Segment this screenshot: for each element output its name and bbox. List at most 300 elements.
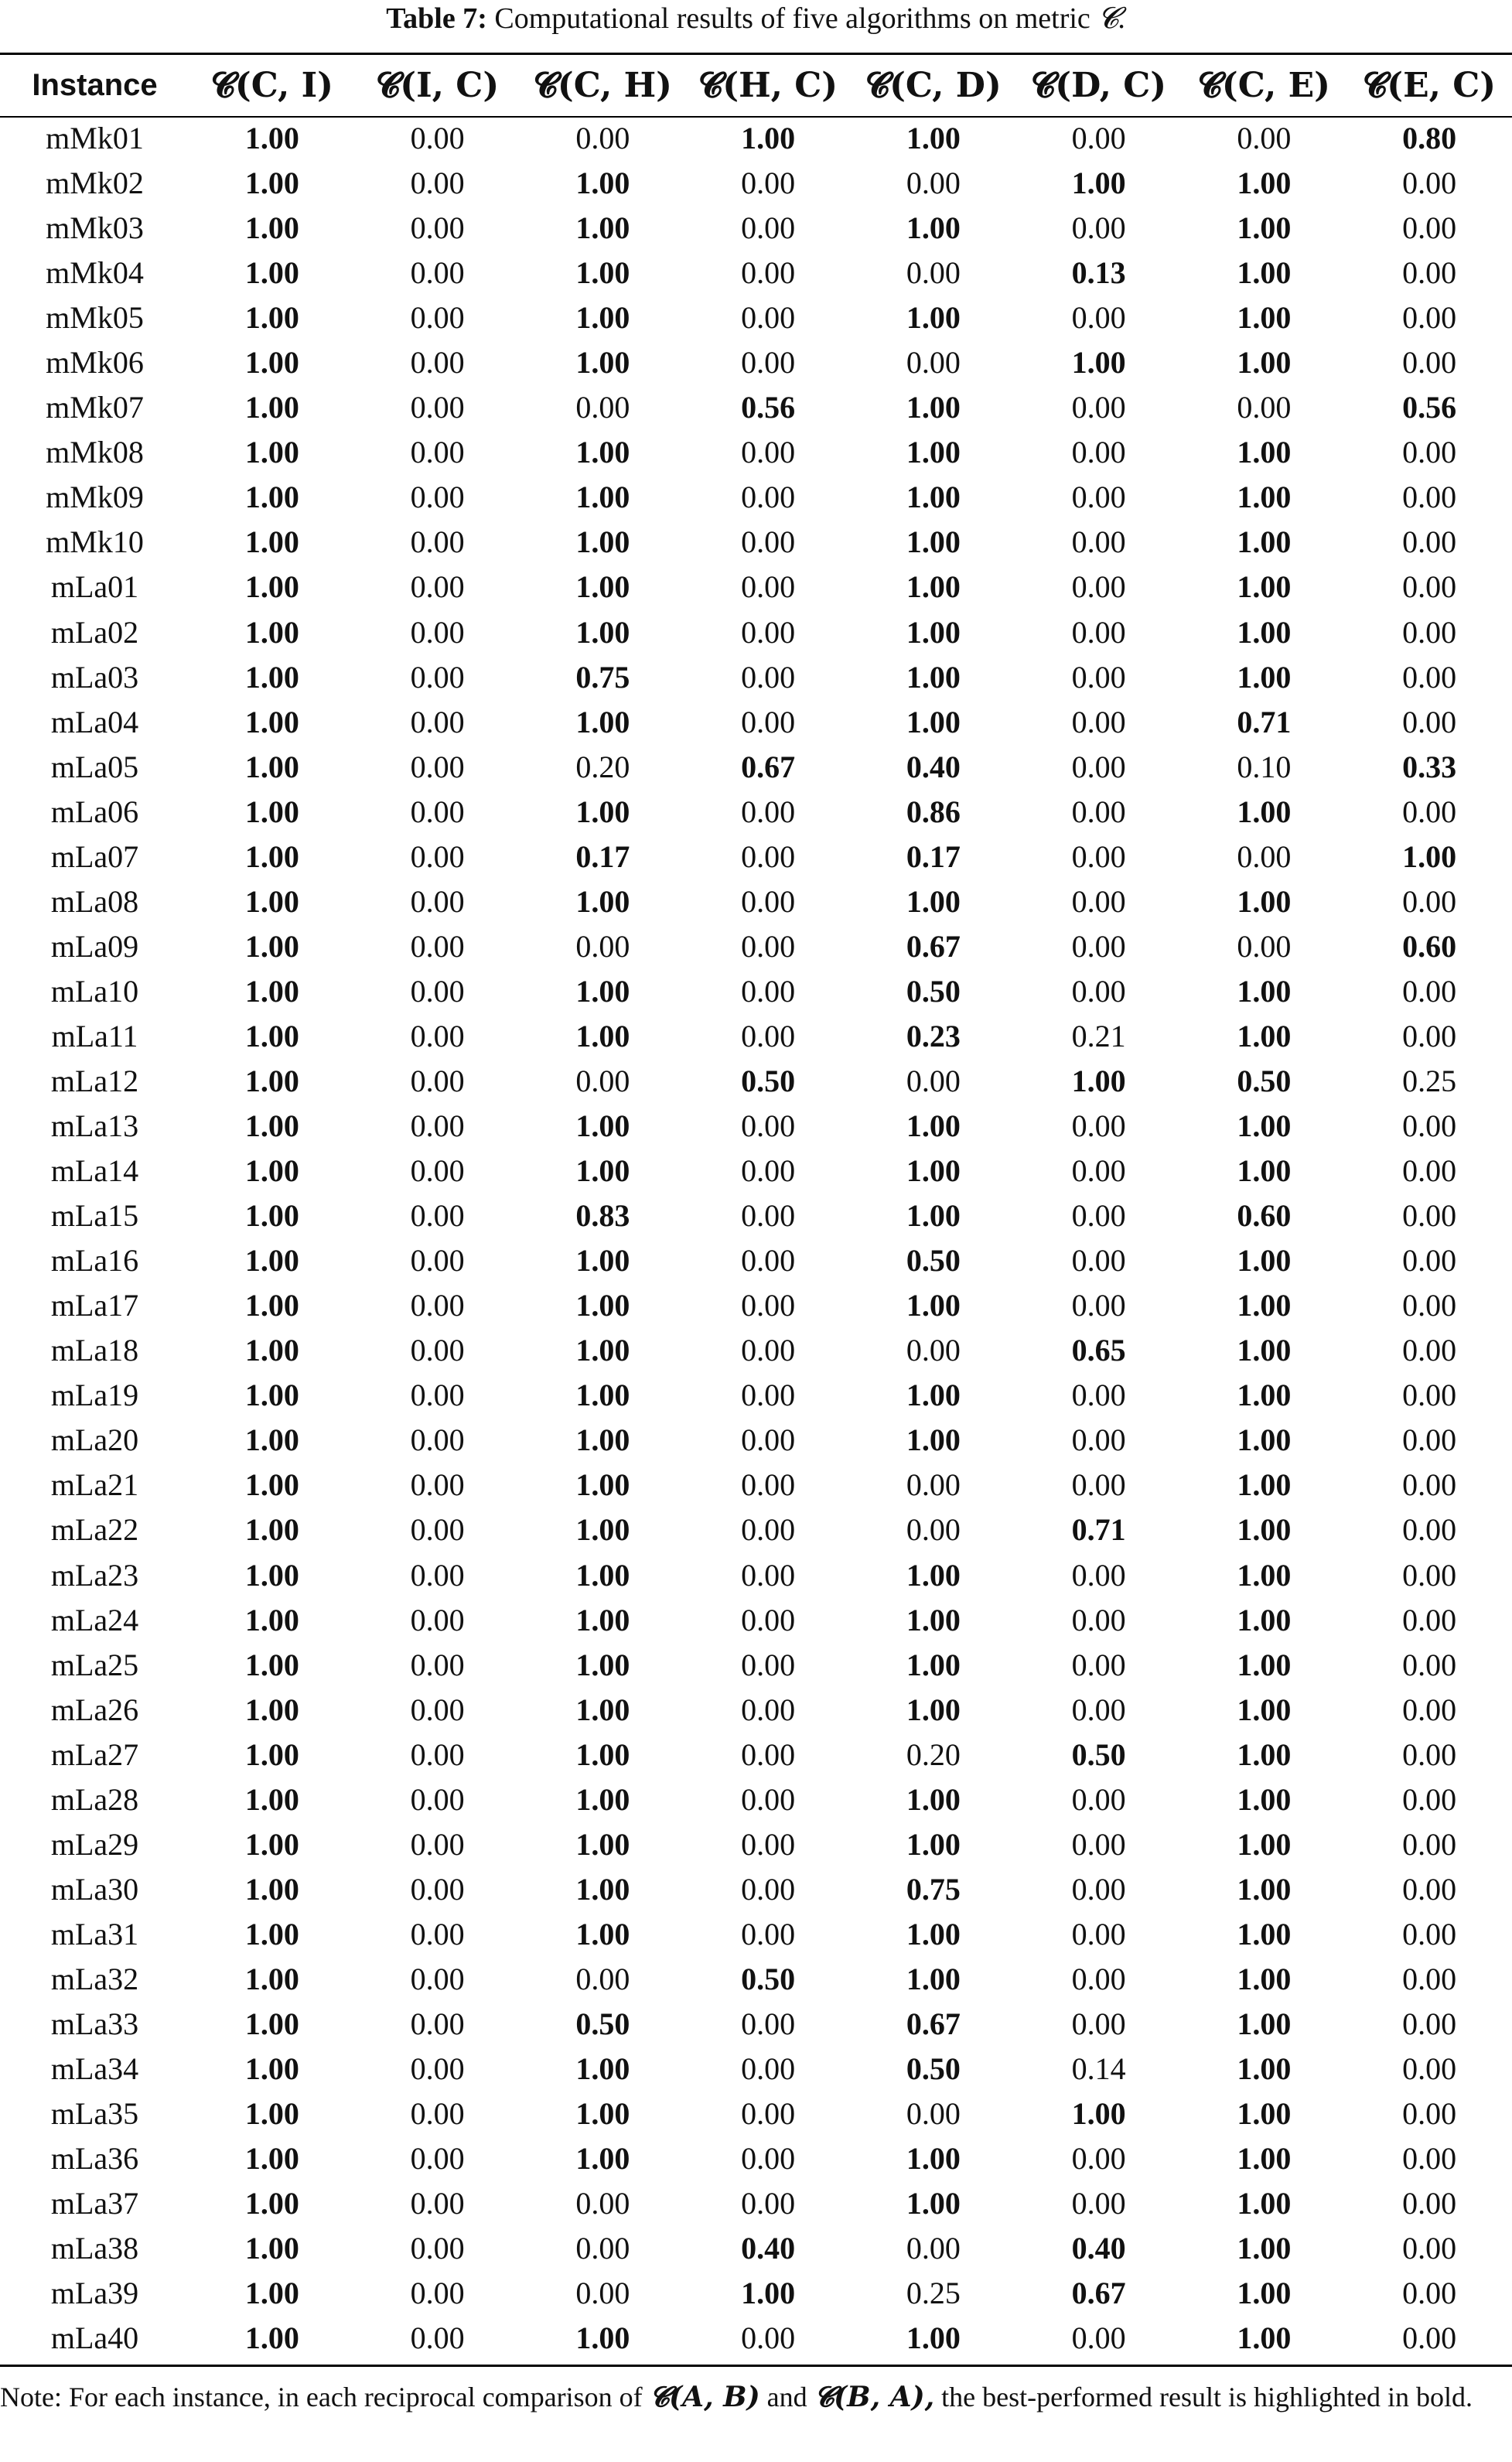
value-cell: 1.00 bbox=[1237, 1736, 1292, 1772]
value-cell: 0.00 bbox=[1402, 1692, 1457, 1727]
value-cell: 1.00 bbox=[244, 2276, 299, 2311]
table-row bbox=[0, 610, 1512, 655]
value-cell: 0.00 bbox=[906, 2096, 961, 2132]
value-cell: 0.00 bbox=[1071, 1557, 1126, 1593]
value-cell: 1.00 bbox=[575, 345, 630, 381]
value-cell: 0.00 bbox=[1402, 1736, 1457, 1772]
value-cell: 1.00 bbox=[1402, 838, 1457, 874]
value-cell: 1.00 bbox=[575, 1333, 630, 1368]
instance-cell: mLa01 bbox=[50, 569, 139, 605]
value-cell: 0.00 bbox=[906, 1512, 961, 1548]
value-cell: 0.00 bbox=[410, 1243, 465, 1279]
value-cell: 1.00 bbox=[244, 1018, 299, 1053]
value-cell: 1.00 bbox=[1237, 1333, 1292, 1368]
value-cell: 0.00 bbox=[741, 569, 796, 605]
value-cell: 0.00 bbox=[1402, 1916, 1457, 1952]
value-cell: 0.00 bbox=[741, 2141, 796, 2177]
value-cell: 0.00 bbox=[1402, 1512, 1457, 1548]
value-cell: 1.00 bbox=[244, 390, 299, 425]
value-cell: 1.00 bbox=[244, 838, 299, 874]
value-cell: 0.65 bbox=[1071, 1333, 1126, 1368]
value-cell: 0.00 bbox=[410, 345, 465, 381]
value-cell: 1.00 bbox=[1237, 345, 1292, 381]
value-cell: 0.50 bbox=[906, 1243, 961, 1279]
value-cell: 0.50 bbox=[741, 1064, 796, 1098]
caption-symbol: 𝓒. bbox=[1097, 2, 1126, 35]
value-cell: 0.00 bbox=[410, 1871, 465, 1907]
value-cell: 0.00 bbox=[410, 838, 465, 874]
value-cell: 0.00 bbox=[410, 1018, 465, 1053]
value-cell: 0.00 bbox=[741, 1871, 796, 1907]
value-cell: 1.00 bbox=[1237, 1916, 1292, 1952]
value-cell: 0.00 bbox=[1402, 345, 1457, 381]
value-cell: 1.00 bbox=[1237, 524, 1292, 560]
value-cell: 1.00 bbox=[244, 569, 299, 605]
value-cell: 1.00 bbox=[244, 2320, 299, 2356]
value-cell: 0.00 bbox=[1402, 1961, 1457, 1996]
table-row bbox=[0, 1463, 1512, 1508]
value-cell: 1.00 bbox=[575, 973, 630, 1009]
value-cell: 1.00 bbox=[1237, 1422, 1292, 1458]
value-cell: 0.00 bbox=[410, 121, 465, 156]
value-cell: 0.00 bbox=[1402, 480, 1457, 515]
value-cell: 0.00 bbox=[1402, 1333, 1457, 1368]
value-cell: 0.00 bbox=[1402, 1288, 1457, 1323]
value-cell: 1.00 bbox=[1071, 1064, 1126, 1098]
value-cell: 1.00 bbox=[575, 1557, 630, 1593]
value-cell: 0.00 bbox=[1402, 2320, 1457, 2356]
value-cell: 1.00 bbox=[244, 1736, 299, 1772]
value-cell: 0.67 bbox=[1071, 2276, 1126, 2311]
value-cell: 0.00 bbox=[741, 1108, 796, 1144]
table-row bbox=[0, 700, 1512, 745]
value-cell: 0.00 bbox=[906, 1333, 961, 1368]
value-cell: 0.40 bbox=[741, 2231, 796, 2266]
value-cell: 0.00 bbox=[1402, 1153, 1457, 1189]
instance-cell: mMk10 bbox=[46, 524, 144, 560]
instance-cell: mLa18 bbox=[50, 1333, 139, 1368]
instance-cell: mLa32 bbox=[50, 1961, 139, 1996]
value-cell: 1.00 bbox=[575, 480, 630, 515]
value-cell: 0.00 bbox=[410, 2186, 465, 2221]
value-cell: 1.00 bbox=[741, 2276, 796, 2311]
note-prefix: Note: For each instance, in each reciprocal comparison of bbox=[0, 2382, 643, 2412]
value-cell: 1.00 bbox=[575, 1467, 630, 1503]
table-row bbox=[0, 1059, 1512, 1104]
value-cell: 0.00 bbox=[1402, 1826, 1457, 1862]
value-cell: 1.00 bbox=[244, 1243, 299, 1279]
value-cell: 1.00 bbox=[575, 1378, 630, 1413]
value-cell: 0.00 bbox=[1071, 659, 1126, 695]
value-cell: 1.00 bbox=[1237, 1512, 1292, 1548]
value-cell: 0.00 bbox=[410, 1692, 465, 1727]
value-cell: 0.00 bbox=[741, 524, 796, 560]
value-cell: 1.00 bbox=[1237, 1018, 1292, 1053]
value-cell: 1.00 bbox=[906, 435, 961, 470]
value-cell: 1.00 bbox=[244, 1422, 299, 1458]
note-expr-ba: 𝓒(B, A), bbox=[814, 2381, 935, 2413]
value-cell: 0.00 bbox=[410, 1064, 465, 1098]
value-cell: 0.00 bbox=[741, 704, 796, 739]
value-cell: 1.00 bbox=[1237, 569, 1292, 605]
instance-cell: mLa27 bbox=[50, 1736, 139, 1772]
value-cell: 1.00 bbox=[1237, 255, 1292, 291]
value-cell: 1.00 bbox=[1237, 1692, 1292, 1727]
value-cell: 0.00 bbox=[1402, 2231, 1457, 2266]
value-cell: 0.00 bbox=[1237, 928, 1292, 964]
value-cell: 0.00 bbox=[741, 255, 796, 291]
value-cell: 1.00 bbox=[1237, 2141, 1292, 2177]
value-cell: 1.00 bbox=[906, 1557, 961, 1593]
value-cell: 1.00 bbox=[575, 255, 630, 291]
value-cell: 0.00 bbox=[1402, 255, 1457, 291]
value-cell: 0.00 bbox=[1071, 1153, 1126, 1189]
value-cell: 0.00 bbox=[741, 1602, 796, 1637]
value-cell: 0.00 bbox=[1071, 210, 1126, 246]
value-cell: 0.17 bbox=[575, 838, 630, 874]
value-cell: 1.00 bbox=[575, 1826, 630, 1862]
value-cell: 0.00 bbox=[410, 2141, 465, 2177]
value-cell: 0.00 bbox=[1402, 2276, 1457, 2311]
value-cell: 0.00 bbox=[1071, 2006, 1126, 2041]
value-cell: 1.00 bbox=[1237, 973, 1292, 1009]
instance-cell: mLa09 bbox=[50, 928, 139, 964]
instance-cell: mMk07 bbox=[46, 390, 144, 425]
value-cell: 0.00 bbox=[410, 1916, 465, 1952]
value-cell: 0.00 bbox=[1071, 1378, 1126, 1413]
value-cell: 0.00 bbox=[410, 2320, 465, 2356]
instance-cell: mLa24 bbox=[50, 1602, 139, 1637]
value-cell: 0.40 bbox=[906, 749, 961, 784]
instance-cell: mLa02 bbox=[50, 614, 139, 650]
value-cell: 0.00 bbox=[1402, 1781, 1457, 1817]
instance-cell: mLa15 bbox=[50, 1198, 139, 1234]
value-cell: 0.00 bbox=[410, 614, 465, 650]
instance-cell: mMk09 bbox=[46, 480, 144, 515]
value-cell: 0.00 bbox=[410, 1781, 465, 1817]
instance-cell: mMk03 bbox=[46, 210, 144, 246]
value-cell: 0.00 bbox=[1071, 883, 1126, 919]
table-row bbox=[0, 1104, 1512, 1149]
instance-cell: mLa06 bbox=[50, 794, 139, 829]
value-cell: 1.00 bbox=[575, 794, 630, 829]
value-cell: 0.00 bbox=[741, 928, 796, 964]
instance-cell: mLa39 bbox=[50, 2276, 139, 2311]
value-cell: 1.00 bbox=[1237, 1871, 1292, 1907]
value-cell: 1.00 bbox=[575, 2141, 630, 2177]
instance-cell: mLa22 bbox=[50, 1512, 139, 1548]
value-cell: 1.00 bbox=[244, 1064, 299, 1098]
value-cell: 1.00 bbox=[575, 1512, 630, 1548]
value-cell: 1.00 bbox=[244, 1557, 299, 1593]
value-cell: 1.00 bbox=[1071, 345, 1126, 381]
value-cell: 0.00 bbox=[741, 1736, 796, 1772]
value-cell: 1.00 bbox=[244, 1153, 299, 1189]
value-cell: 0.00 bbox=[1402, 1378, 1457, 1413]
table-row bbox=[0, 2047, 1512, 2092]
table-row bbox=[0, 1373, 1512, 1418]
instance-cell: mLa05 bbox=[50, 749, 139, 784]
value-cell: 1.00 bbox=[906, 704, 961, 739]
table-row bbox=[0, 1777, 1512, 1822]
header-row bbox=[0, 55, 1512, 116]
value-cell: 1.00 bbox=[1071, 2096, 1126, 2132]
value-cell: 1.00 bbox=[244, 2141, 299, 2177]
table-row bbox=[0, 1643, 1512, 1688]
value-cell: 0.60 bbox=[1402, 928, 1457, 964]
table-row bbox=[0, 1957, 1512, 2002]
value-cell: 1.00 bbox=[244, 2006, 299, 2041]
value-cell: 0.00 bbox=[1402, 166, 1457, 201]
value-cell: 0.00 bbox=[410, 390, 465, 425]
value-cell: 0.00 bbox=[1071, 1871, 1126, 1907]
value-cell: 1.00 bbox=[244, 1333, 299, 1368]
value-cell: 0.00 bbox=[741, 2096, 796, 2132]
value-cell: 0.50 bbox=[575, 2006, 630, 2041]
table-row bbox=[0, 116, 1512, 161]
value-cell: 0.00 bbox=[1402, 614, 1457, 650]
value-cell: 1.00 bbox=[244, 2186, 299, 2221]
value-cell: 1.00 bbox=[244, 704, 299, 739]
value-cell: 0.00 bbox=[741, 2051, 796, 2087]
value-cell: 0.00 bbox=[741, 659, 796, 695]
value-cell: 0.00 bbox=[410, 435, 465, 470]
value-cell: 0.67 bbox=[741, 749, 796, 784]
value-cell: 0.00 bbox=[575, 2231, 630, 2266]
caption-label: Table 7: bbox=[386, 2, 487, 35]
value-cell: 1.00 bbox=[906, 1153, 961, 1189]
value-cell: 0.56 bbox=[1402, 390, 1457, 425]
instance-cell: mLa11 bbox=[51, 1018, 138, 1053]
table-row bbox=[0, 2226, 1512, 2271]
value-cell: 1.00 bbox=[1237, 1781, 1292, 1817]
value-cell: 1.00 bbox=[1237, 435, 1292, 470]
value-cell: 1.00 bbox=[575, 2096, 630, 2132]
instance-cell: mLa29 bbox=[50, 1826, 139, 1862]
value-cell: 0.00 bbox=[741, 838, 796, 874]
value-cell: 1.00 bbox=[1237, 2051, 1292, 2087]
table-row bbox=[0, 251, 1512, 295]
value-cell: 0.00 bbox=[410, 210, 465, 246]
value-cell: 0.00 bbox=[1071, 2141, 1126, 2177]
value-cell: 1.00 bbox=[1237, 1602, 1292, 1637]
table-row bbox=[0, 565, 1512, 610]
value-cell: 0.00 bbox=[1071, 1422, 1126, 1458]
table-row bbox=[0, 1328, 1512, 1373]
value-cell: 1.00 bbox=[1237, 1557, 1292, 1593]
instance-cell: mLa37 bbox=[50, 2186, 139, 2221]
value-cell: 1.00 bbox=[575, 300, 630, 336]
value-cell: 0.25 bbox=[1402, 1064, 1457, 1098]
instance-cell: mLa08 bbox=[50, 883, 139, 919]
value-cell: 0.00 bbox=[1237, 121, 1292, 156]
value-cell: 1.00 bbox=[575, 166, 630, 201]
value-cell: 1.00 bbox=[575, 1243, 630, 1279]
instance-cell: mLa36 bbox=[50, 2141, 139, 2177]
value-cell: 1.00 bbox=[575, 1422, 630, 1458]
instance-cell: mMk08 bbox=[46, 435, 144, 470]
value-cell: 0.00 bbox=[1071, 524, 1126, 560]
value-cell: 1.00 bbox=[741, 121, 796, 156]
instance-cell: mMk04 bbox=[46, 255, 144, 291]
instance-cell: mLa10 bbox=[50, 973, 139, 1009]
value-cell: 1.00 bbox=[575, 1736, 630, 1772]
header-c-ch: 𝓒(C, H) bbox=[533, 66, 672, 105]
value-cell: 1.00 bbox=[906, 1916, 961, 1952]
value-cell: 0.00 bbox=[741, 210, 796, 246]
header-c-ci: 𝓒(C, I) bbox=[210, 66, 333, 105]
value-cell: 0.00 bbox=[1071, 1198, 1126, 1234]
value-cell: 0.00 bbox=[741, 300, 796, 336]
value-cell: 0.56 bbox=[741, 390, 796, 425]
value-cell: 1.00 bbox=[575, 524, 630, 560]
value-cell: 0.00 bbox=[410, 1422, 465, 1458]
value-cell: 0.00 bbox=[410, 255, 465, 291]
value-cell: 0.00 bbox=[1071, 704, 1126, 739]
value-cell: 0.00 bbox=[1071, 749, 1126, 784]
table-row bbox=[0, 1912, 1512, 1957]
value-cell: 0.71 bbox=[1237, 704, 1292, 739]
value-cell: 1.00 bbox=[906, 1422, 961, 1458]
value-cell: 0.00 bbox=[1402, 1871, 1457, 1907]
instance-cell: mLa26 bbox=[50, 1692, 139, 1727]
value-cell: 1.00 bbox=[906, 1108, 961, 1144]
value-cell: 0.21 bbox=[1071, 1018, 1126, 1053]
table-row bbox=[0, 1014, 1512, 1059]
value-cell: 0.00 bbox=[906, 166, 961, 201]
value-cell: 0.00 bbox=[1071, 928, 1126, 964]
table-row bbox=[0, 520, 1512, 565]
value-cell: 0.00 bbox=[1237, 838, 1292, 874]
value-cell: 1.00 bbox=[575, 1288, 630, 1323]
value-cell: 1.00 bbox=[244, 1288, 299, 1323]
value-cell: 0.00 bbox=[410, 794, 465, 829]
table-row bbox=[0, 385, 1512, 430]
value-cell: 0.00 bbox=[1071, 1781, 1126, 1817]
value-cell: 0.20 bbox=[575, 749, 630, 784]
value-cell: 1.00 bbox=[1237, 2231, 1292, 2266]
value-cell: 0.86 bbox=[906, 794, 961, 829]
note-suffix: the best-performed result is highlighted in bold. bbox=[941, 2382, 1473, 2412]
value-cell: 0.33 bbox=[1402, 749, 1457, 784]
value-cell: 0.00 bbox=[410, 883, 465, 919]
value-cell: 1.00 bbox=[244, 1512, 299, 1548]
value-cell: 0.00 bbox=[410, 973, 465, 1009]
value-cell: 0.00 bbox=[575, 1064, 630, 1098]
instance-cell: mLa19 bbox=[50, 1378, 139, 1413]
value-cell: 0.00 bbox=[741, 2186, 796, 2221]
table-row bbox=[0, 1733, 1512, 1777]
value-cell: 1.00 bbox=[1237, 166, 1292, 201]
header-instance: Instance bbox=[32, 68, 158, 102]
value-cell: 1.00 bbox=[906, 1826, 961, 1862]
value-cell: 0.00 bbox=[410, 480, 465, 515]
note-and: and bbox=[766, 2382, 807, 2412]
instance-cell: mMk01 bbox=[46, 121, 144, 156]
value-cell: 0.00 bbox=[1071, 121, 1126, 156]
value-cell: 1.00 bbox=[1237, 614, 1292, 650]
table-row bbox=[0, 1598, 1512, 1643]
value-cell: 1.00 bbox=[575, 1871, 630, 1907]
value-cell: 0.75 bbox=[575, 659, 630, 695]
value-cell: 0.00 bbox=[410, 1602, 465, 1637]
value-cell: 0.00 bbox=[575, 1961, 630, 1996]
value-cell: 0.00 bbox=[906, 345, 961, 381]
value-cell: 0.00 bbox=[410, 659, 465, 695]
value-cell: 0.00 bbox=[741, 1198, 796, 1234]
value-cell: 0.00 bbox=[741, 1153, 796, 1189]
value-cell: 1.00 bbox=[906, 210, 961, 246]
value-cell: 0.00 bbox=[1402, 1557, 1457, 1593]
value-cell: 0.17 bbox=[906, 838, 961, 874]
value-cell: 1.00 bbox=[575, 2320, 630, 2356]
value-cell: 0.00 bbox=[1402, 435, 1457, 470]
value-cell: 1.00 bbox=[906, 2186, 961, 2221]
value-cell: 0.00 bbox=[741, 1467, 796, 1503]
value-cell: 0.71 bbox=[1071, 1512, 1126, 1548]
instance-cell: mLa40 bbox=[50, 2320, 139, 2356]
value-cell: 0.00 bbox=[1071, 973, 1126, 1009]
value-cell: 1.00 bbox=[906, 1378, 961, 1413]
value-cell: 0.00 bbox=[1237, 390, 1292, 425]
value-cell: 0.00 bbox=[1071, 1288, 1126, 1323]
value-cell: 1.00 bbox=[244, 614, 299, 650]
value-cell: 0.00 bbox=[741, 1243, 796, 1279]
value-cell: 0.00 bbox=[1402, 794, 1457, 829]
value-cell: 1.00 bbox=[906, 2141, 961, 2177]
instance-cell: mLa28 bbox=[50, 1781, 139, 1817]
value-cell: 1.00 bbox=[244, 883, 299, 919]
value-cell: 0.00 bbox=[741, 1826, 796, 1862]
value-cell: 0.67 bbox=[906, 2006, 961, 2041]
value-cell: 0.00 bbox=[741, 883, 796, 919]
instance-cell: mLa33 bbox=[50, 2006, 139, 2041]
value-cell: 0.00 bbox=[1402, 1018, 1457, 1053]
value-cell: 1.00 bbox=[1237, 1467, 1292, 1503]
value-cell: 1.00 bbox=[244, 255, 299, 291]
instance-cell: mLa07 bbox=[50, 838, 139, 874]
value-cell: 0.00 bbox=[410, 2051, 465, 2087]
value-cell: 0.00 bbox=[1071, 390, 1126, 425]
instance-cell: mLa03 bbox=[50, 659, 139, 695]
value-cell: 0.00 bbox=[410, 1108, 465, 1144]
value-cell: 1.00 bbox=[575, 210, 630, 246]
results-table bbox=[0, 55, 1512, 2361]
value-cell: 0.00 bbox=[741, 2320, 796, 2356]
value-cell: 0.75 bbox=[906, 1871, 961, 1907]
value-cell: 1.00 bbox=[244, 1602, 299, 1637]
value-cell: 1.00 bbox=[244, 1692, 299, 1727]
value-cell: 1.00 bbox=[244, 166, 299, 201]
table-row bbox=[0, 2092, 1512, 2136]
value-cell: 0.00 bbox=[741, 1781, 796, 1817]
value-cell: 0.00 bbox=[1071, 1243, 1126, 1279]
value-cell: 0.00 bbox=[410, 1826, 465, 1862]
value-cell: 0.23 bbox=[906, 1018, 961, 1053]
value-cell: 0.00 bbox=[410, 1557, 465, 1593]
value-cell: 1.00 bbox=[244, 2096, 299, 2132]
value-cell: 0.00 bbox=[410, 1378, 465, 1413]
value-cell: 0.00 bbox=[741, 1018, 796, 1053]
value-cell: 0.00 bbox=[1071, 2320, 1126, 2356]
table-row bbox=[0, 295, 1512, 340]
value-cell: 0.50 bbox=[906, 973, 961, 1009]
value-cell: 0.00 bbox=[575, 390, 630, 425]
value-cell: 0.00 bbox=[1402, 883, 1457, 919]
value-cell: 1.00 bbox=[1237, 2186, 1292, 2221]
value-cell: 0.00 bbox=[410, 2276, 465, 2311]
value-cell: 0.00 bbox=[1402, 704, 1457, 739]
